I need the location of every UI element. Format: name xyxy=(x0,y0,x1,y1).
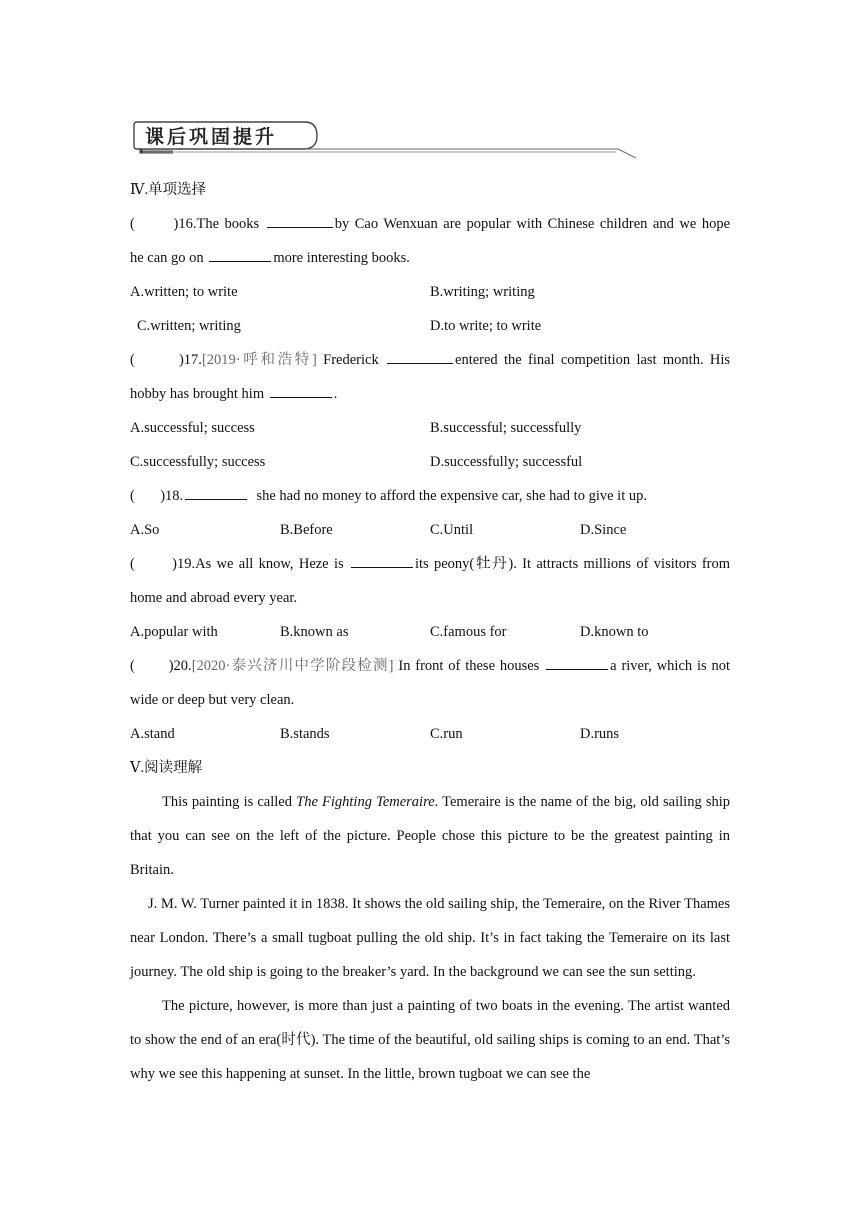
question-text: entered the final competition last month. His xyxy=(455,352,731,368)
question-19-line-2: home and abroad every year. xyxy=(130,590,298,606)
question-text: . xyxy=(333,386,338,402)
question-19-options xyxy=(130,615,730,649)
blank[interactable] xyxy=(270,383,332,398)
question-17-options-row-2 xyxy=(130,445,730,479)
question-16-line-2 xyxy=(130,241,730,275)
question-text: by Cao Wenxuan are popular with Chinese children and we hope xyxy=(334,216,731,232)
question-18-options xyxy=(130,513,730,547)
question-17-options-row-1 xyxy=(130,411,730,445)
question-17-line-1 xyxy=(130,343,730,377)
answer-paren-open: ( xyxy=(130,556,135,572)
exercise-content xyxy=(130,173,730,1091)
option-b[interactable]: B.Before xyxy=(280,522,333,538)
option-d[interactable]: D.Since xyxy=(580,522,627,538)
option-a[interactable]: A.So xyxy=(130,522,160,538)
question-text: hobby has brought him xyxy=(130,386,265,402)
question-17-line-2 xyxy=(130,377,730,411)
reading-paragraph-3: The picture, however, is more than just a painting of two boats in the evening. The artist wanted to show the end of an era(时代). The time of the beautiful, old sailing ships is coming to an end. That’s why we see this happening at sunset. In the little, brown tugboat we can see the xyxy=(130,998,730,1082)
option-c[interactable]: C.run xyxy=(430,726,463,742)
question-19-line-1 xyxy=(130,547,730,581)
option-c[interactable]: C.Until xyxy=(430,522,474,538)
option-b[interactable]: B.known as xyxy=(280,624,349,640)
question-17-number: )17. xyxy=(178,352,202,368)
question-20-line-2: wide or deep but very clean. xyxy=(130,692,295,708)
option-a[interactable]: A.successful; success xyxy=(130,420,255,436)
question-text: he can go on xyxy=(130,250,204,266)
reading-text: This painting is called xyxy=(162,794,297,810)
answer-paren-open: ( xyxy=(130,488,135,504)
question-16-stem: )16.The books xyxy=(173,216,260,232)
question-text: a river, which is not xyxy=(610,658,731,674)
option-d[interactable]: D.to write; to write xyxy=(430,318,542,334)
option-b[interactable]: B.stands xyxy=(280,726,330,742)
section-heading-5: Ⅴ.阅读理解 xyxy=(130,760,203,776)
question-text: In front of these houses xyxy=(398,658,540,674)
question-20-number: )20. xyxy=(168,658,192,674)
blank[interactable] xyxy=(185,485,247,500)
painting-title: The Fighting Temeraire xyxy=(296,794,435,810)
banner-title: 课后巩固提升 xyxy=(145,126,278,148)
question-text: she had no money to afford the expensive car, she had to give it up. xyxy=(256,488,647,504)
question-20-line-1 xyxy=(130,649,730,683)
reading-paragraph-1 xyxy=(130,785,730,887)
question-18-line-1 xyxy=(130,479,730,513)
question-16-options-row-2 xyxy=(130,309,730,343)
section-heading-4: Ⅳ.单项选择 xyxy=(130,182,207,198)
question-source: [2019·呼和浩特] xyxy=(201,352,317,368)
option-c[interactable]: C.famous for xyxy=(430,624,507,640)
option-c[interactable]: C.successfully; success xyxy=(130,454,266,470)
question-text: more interesting books. xyxy=(273,250,410,266)
option-d[interactable]: D.known to xyxy=(580,624,649,640)
option-d[interactable]: D.runs xyxy=(580,726,620,742)
blank[interactable] xyxy=(387,349,453,364)
blank[interactable] xyxy=(546,655,608,670)
question-text: its peony(牡丹). It attracts millions of visitors from xyxy=(414,556,731,572)
reading-paragraph-2: J. M. W. Turner painted it in 1838. It shows the old sailing ship, the Temeraire, on the River Thames near London. There’s a small tugboat pulling the old ship. It’s in fact taking the Temeraire on its last journey. The old ship is going to the breaker’s yard. In the background we can see the sun setting. xyxy=(130,896,730,980)
option-b[interactable]: B.successful; successfully xyxy=(430,420,582,436)
question-20-options xyxy=(130,717,730,751)
section-banner xyxy=(133,118,638,162)
question-text: Frederick xyxy=(323,352,379,368)
blank[interactable] xyxy=(267,213,333,228)
question-19-stem: )19.As we all know, Heze is xyxy=(172,556,344,572)
blank[interactable] xyxy=(351,553,413,568)
question-source: [2020·泰兴济川中学阶段检测] xyxy=(191,658,394,674)
option-a[interactable]: A.stand xyxy=(130,726,175,742)
option-b[interactable]: B.writing; writing xyxy=(430,284,535,300)
option-a[interactable]: A.popular with xyxy=(130,624,218,640)
blank[interactable] xyxy=(209,247,271,262)
question-16-line-1 xyxy=(130,207,730,241)
question-16-options-row-1 xyxy=(130,275,730,309)
question-18-number: )18. xyxy=(160,488,184,504)
option-d[interactable]: D.successfully; successful xyxy=(430,454,583,470)
answer-paren-open: ( xyxy=(130,352,135,368)
answer-paren-open: ( xyxy=(130,658,135,674)
option-a[interactable]: A.written; to write xyxy=(130,284,238,300)
option-c[interactable]: C.written; writing xyxy=(137,318,241,334)
answer-paren-open: ( xyxy=(130,216,135,232)
reading-text: . Temeraire is the name of the big, old sailing ship that you can see on the left of the picture. People chose this picture to be the greatest painting in Britain. xyxy=(130,794,731,878)
